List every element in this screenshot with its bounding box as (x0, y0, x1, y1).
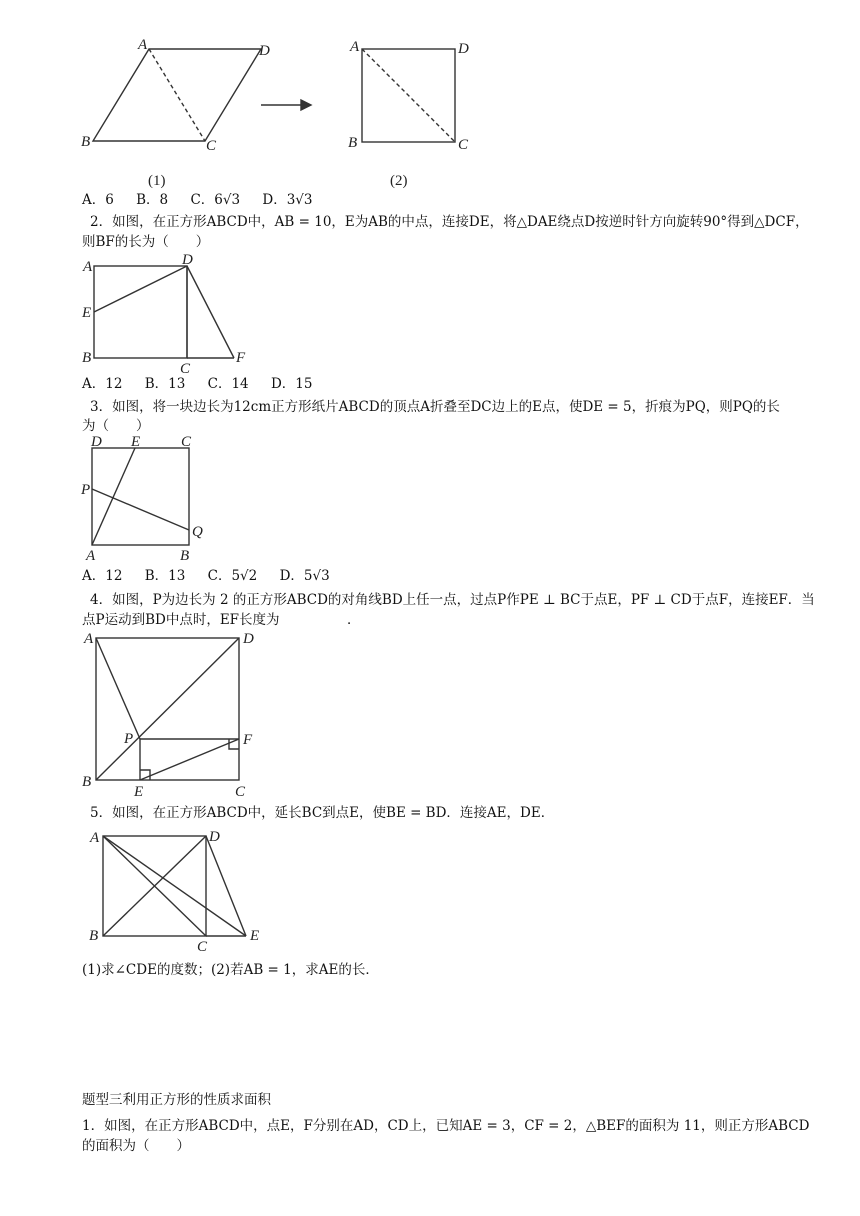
label-A: A (86, 548, 96, 564)
label-B1: B (81, 134, 91, 150)
choice-d[interactable]: D．15 (270, 376, 313, 392)
q5-line1: 5．如图，在正方形ABCD中，延长BC到点E，使BE = BD．连接AE，DE． (90, 805, 555, 821)
caption-2: (2) (390, 173, 408, 189)
choice-c[interactable]: C．5√2 (207, 568, 258, 584)
square-diagonal (362, 49, 455, 142)
label-C: C (181, 434, 192, 450)
label-B: B (180, 548, 190, 564)
figure-q5 (80, 826, 270, 954)
q2-line1: 2．如图，在正方形ABCD中，AB = 10，E为AB的中点，连接DE，将△DAE绕点D按逆时针方向旋转90°得到△DCF， (90, 214, 809, 230)
label-C: C (180, 361, 191, 374)
q1-choices (82, 190, 330, 210)
label-E: E (134, 784, 144, 800)
choice-b[interactable]: B．8 (136, 192, 169, 208)
label-E: E (82, 305, 92, 321)
figure-q2 (78, 252, 258, 374)
segment-df (187, 266, 234, 358)
label-C: C (235, 784, 246, 800)
choice-a[interactable]: A．12 (82, 568, 123, 584)
choice-d[interactable]: D．3√3 (262, 192, 313, 208)
label-D: D (91, 434, 102, 450)
label-D1: D (259, 43, 270, 59)
choice-a[interactable]: A．6 (82, 192, 114, 208)
q3-line1: 3．如图，将一块边长为12cm正方形纸片ABCD的顶点A折叠至DC边上的E点，使DE = 5，折痕为PQ，则PQ的长 (90, 399, 780, 415)
square-abcd (94, 266, 187, 358)
label-B: B (82, 774, 92, 790)
label-D2: D (458, 41, 469, 57)
q2-line2: 则BF的长为（ ） (82, 234, 210, 250)
choice-a[interactable]: A．12 (82, 376, 123, 392)
label-D: D (182, 252, 193, 268)
figure-rhombus-to-square (75, 35, 485, 195)
choice-c[interactable]: C．6√3 (190, 192, 241, 208)
label-P: P (81, 482, 91, 498)
label-Q: Q (192, 524, 203, 540)
rhombus-diagonal (149, 49, 205, 141)
q5-sub: (1)求∠CDE的度数；(2)若AB = 1，求AE的长． (82, 962, 379, 978)
arrow-head (301, 100, 311, 110)
label-D: D (243, 631, 254, 647)
segment-ap (96, 638, 140, 739)
figure-q4 (78, 626, 268, 800)
label-F: F (243, 732, 253, 748)
diagonal-bd (96, 638, 239, 780)
segment-ae (92, 448, 135, 545)
label-B: B (82, 350, 92, 366)
label-B: B (89, 928, 99, 944)
label-A: A (83, 259, 93, 275)
q4-line1: 4．如图，P为边长为 2 的正方形ABCD的对角线BD上任一点，过点P作PE ⊥ BC于点E，PF ⊥ CD于点F，连接EF．当 (90, 592, 815, 608)
square-abcd (92, 448, 189, 545)
choice-b[interactable]: B．13 (144, 376, 186, 392)
q3-choices (82, 566, 348, 586)
rhombus (93, 49, 261, 141)
label-A2: A (350, 39, 360, 55)
label-C2: C (458, 137, 469, 153)
label-C1: C (206, 138, 217, 154)
label-P: P (124, 731, 134, 747)
segment-ae (103, 836, 246, 936)
label-A: A (90, 830, 100, 846)
label-E: E (250, 928, 260, 944)
section-q1-line1: 1．如图，在正方形ABCD中，点E，F分别在AD，CD上，已知AE = 3，CF = 2，△BEF的面积为 11，则正方形ABCD (82, 1118, 810, 1134)
label-A1: A (138, 37, 148, 53)
q2-choices (82, 374, 330, 394)
segment-ef (140, 739, 239, 780)
choice-d[interactable]: D．5√3 (279, 568, 330, 584)
label-B2: B (348, 135, 358, 151)
label-F: F (236, 350, 246, 366)
label-A: A (84, 631, 94, 647)
label-C: C (197, 939, 208, 954)
segment-de (94, 266, 187, 312)
segment-pq (92, 489, 189, 530)
label-E: E (131, 434, 141, 450)
choice-b[interactable]: B．13 (144, 568, 186, 584)
figure-q3 (78, 432, 218, 564)
caption-1: (1) (148, 173, 166, 189)
section-q1-line2: 的面积为（ ） (82, 1138, 190, 1154)
label-D: D (209, 829, 220, 845)
q3-line2: 为（ ） (82, 418, 150, 434)
segment-de (206, 836, 246, 936)
section-title: 题型三利用正方形的性质求面积 (82, 1092, 271, 1108)
choice-c[interactable]: C．14 (207, 376, 249, 392)
q4-line2: 点P运动到BD中点时，EF长度为 ． (82, 612, 361, 628)
